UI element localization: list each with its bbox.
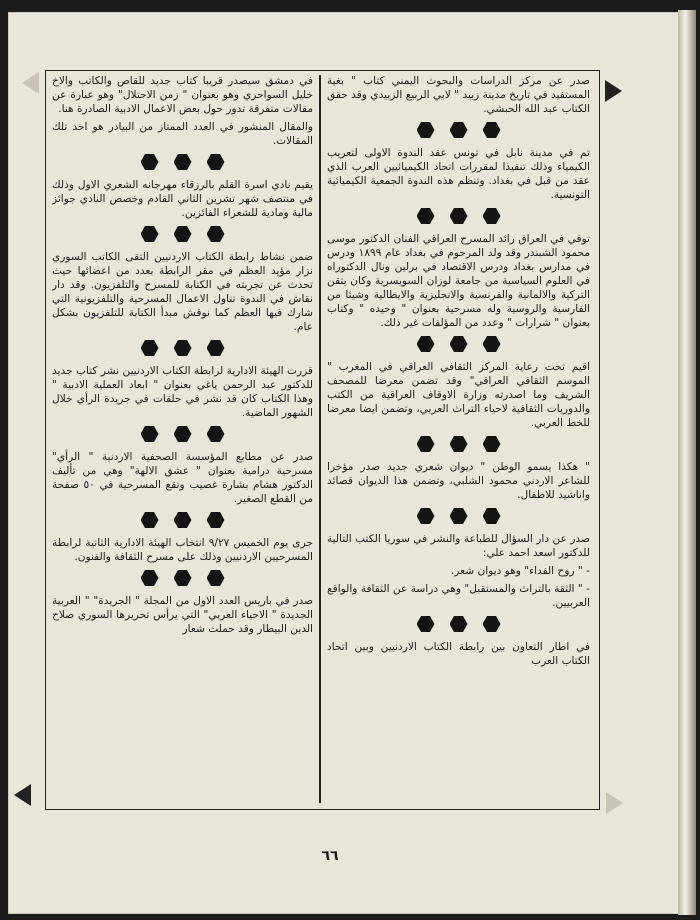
news-paragraph: توفي في العراق رائد المسرح العراقي الفنان الدكتور موسى محمود الشبندر وقد ولد المرحوم في بغداد عام ١٨٩٩ ودرس في مدارس بغداد ودرس الاقتصاد في برلين ونال الدكتوراه في العلوم السياسية من جامعة لوزان السويسرية وكان يتقن التركية والالمانية والفرنسية والانجليزية والايطالية وشيئا من الفارسية والروسية وله مسرحية بعنوان " وحيده " وكتاب بعنوان " شرارات " وعدد من المؤلفات غير ذلك. (327, 233, 590, 329)
news-paragraph: ضمن نشاط رابطة الكتاب الاردنيين التقى الكاتب السوري نزار مؤيد العظم في مقر الرابطة بعدد من اعضائها حيث تحدث عن تجربته في الكتابة للمسرح والتلفزيون. وقد دار نقاش في الندوة تناول الاعمال المسرحية والتلفزيونية التي شارك فيها العظم كما نوقش مبدأ الكتابة للتلفزيون بشكل عام. (52, 251, 313, 333)
hexagon-icon (417, 122, 435, 138)
hexagon-icon (483, 508, 501, 524)
hexagon-separator (52, 154, 313, 170)
hexagon-icon (483, 336, 501, 352)
hexagon-icon (141, 226, 159, 242)
hexagon-icon (174, 426, 192, 442)
hexagon-icon (450, 208, 468, 224)
hexagon-separator (327, 122, 590, 138)
hexagon-icon (207, 226, 225, 242)
hexagon-icon (483, 616, 501, 632)
book-spine (678, 10, 696, 915)
hexagon-icon (483, 208, 501, 224)
hexagon-icon (417, 616, 435, 632)
news-paragraph: صدر عن دار السؤال للطباعة والنشر في سوريا الكتب التالية للدكتور اسعد احمد علي: (327, 533, 590, 559)
news-paragraph: في دمشق سيصدر قريبا كتاب جديد للقاص والكاتب والاخ خليل السواحري وهو بعنوان " زمن الاحتلال" وهو عبارة عن مقالات متفرقة تدور حول بعض الاعمال الادبية الصادرة هنا. (52, 75, 313, 115)
news-paragraph: اقيم تحت رعاية المركز الثقافي العراقي في المغرب " الموسم الثقافي العراقي" وقد تضمن معرضا للمصحف الشريف وما اصدرته وزارة الاوقاف العراقية من الكتب والدوريات الثقافية لاحياء التراث العربي، وتضمن ايضا معرضا للخط العربي. (327, 361, 590, 429)
hexagon-icon (417, 336, 435, 352)
hexagon-icon (141, 154, 159, 170)
hexagon-icon (141, 512, 159, 528)
right-arrow-bottom-icon (606, 792, 623, 814)
news-paragraph: جرى يوم الخميس ٩/٢٧ انتخاب الهيئة الادارية الثانية لرابطة المسرحيين الاردنيين وذلك على مسرح الثقافة والفنون. (52, 537, 313, 563)
hexagon-icon (417, 508, 435, 524)
left-column (52, 74, 313, 802)
left-arrow-top-icon (22, 72, 39, 94)
hexagon-icon (174, 154, 192, 170)
hexagon-icon (141, 340, 159, 356)
page-number: ٦٦ (321, 848, 339, 864)
news-paragraph: - " الثقة بالتراث والمستقبل" وهي دراسة عن الثقافة والواقع العربيين. (327, 583, 590, 609)
hexagon-icon (207, 426, 225, 442)
hexagon-separator (327, 336, 590, 352)
hexagon-icon (450, 336, 468, 352)
hexagon-icon (450, 616, 468, 632)
hexagon-icon (174, 226, 192, 242)
hexagon-icon (207, 570, 225, 586)
hexagon-icon (207, 340, 225, 356)
news-paragraph: صدر عن مطابع المؤسسة الصحفية الاردنية " الرأي" مسرحية درامية بعنوان " عشق الالهة" وهي من تأليف الدكتور هشام بشارة غصيب وتقع المسرحية في ٥٠ صفحة من القطع الصغير. (52, 451, 313, 505)
hexagon-icon (483, 122, 501, 138)
news-paragraph: " هكذا يسمو الوطن " ديوان شعري جديد صدر مؤخرا للشاعر الاردني محمود الشلبي، وتضمن هذا الديوان قصائد واناشيد للاطفال. (327, 461, 590, 501)
hexagon-separator (327, 508, 590, 524)
hexagon-separator (52, 570, 313, 586)
news-paragraph: صدر في باريس العدد الاول من المجلة " الجريدة" " العربية الجديدة " الاحياء العربي" التي يرأس تحريرها السوري صلاح الدين البيطار وقد حملت شعار (52, 595, 313, 635)
hexagon-separator (52, 426, 313, 442)
hexagon-separator (327, 616, 590, 632)
hexagon-icon (207, 512, 225, 528)
left-arrow-bottom-icon (14, 784, 31, 806)
hexagon-icon (174, 340, 192, 356)
right-arrow-top-icon (605, 80, 622, 102)
hexagon-icon (207, 154, 225, 170)
hexagon-icon (141, 570, 159, 586)
hexagon-icon (450, 508, 468, 524)
hexagon-separator (52, 226, 313, 242)
hexagon-icon (417, 208, 435, 224)
news-paragraph: في اطار التعاون بين رابطة الكتاب الاردنيين وبين اتحاد الكتاب العرب (327, 641, 590, 667)
news-paragraph: صدر عن مركز الدراسات والبحوث اليمني كتاب " بغية المستفيد في تاريخ مدينة زبيد " لابي الربيع الزبيدي وقد حقق الكتاب عبد الله الحبشي. (327, 75, 590, 115)
hexagon-separator (327, 208, 590, 224)
hexagon-separator (52, 512, 313, 528)
hexagon-icon (450, 122, 468, 138)
right-column (327, 74, 590, 802)
hexagon-icon (141, 426, 159, 442)
hexagon-icon (450, 436, 468, 452)
news-paragraph: والمقال المنشور في العدد الممتاز من البيادر هو احد تلك المقالات. (52, 121, 313, 147)
news-paragraph: - " روح الفداء" وهو ديوان شعر. (450, 565, 590, 577)
hexagon-icon (174, 570, 192, 586)
hexagon-icon (417, 436, 435, 452)
hexagon-separator (52, 340, 313, 356)
column-divider (319, 75, 321, 803)
news-paragraph: قررت الهيئة الادارية لرابطة الكتاب الاردنيين نشر كتاب جديد للدكتور عبد الرحمن ياغي بعنوان " ابعاد العملية الادبية " وهذا الكتاب كان قد نشر في حلقات في جريدة الرأي خلال الشهور الماضية. (52, 365, 313, 419)
hexagon-icon (174, 512, 192, 528)
hexagon-icon (483, 436, 501, 452)
news-paragraph: يقيم نادي اسرة القلم بالرزقاء مهرجانه الشعري الاول وذلك في منتصف شهر تشرين الثاني القادم وخصص النادي جوائز مالية ومادية للشعراء الفائزين. (52, 179, 313, 219)
news-paragraph: تم في مدينة نابل في تونس عقد الندوة الاولى لتعريب الكيمياء وذلك تنفيذا لمقررات اتحاد الكيميائيين العرب الذي عقد من قبل في بغداد. وتنظم هذه الندوة الجمعية الكيميائية التونسية. (327, 147, 590, 201)
hexagon-separator (327, 436, 590, 452)
